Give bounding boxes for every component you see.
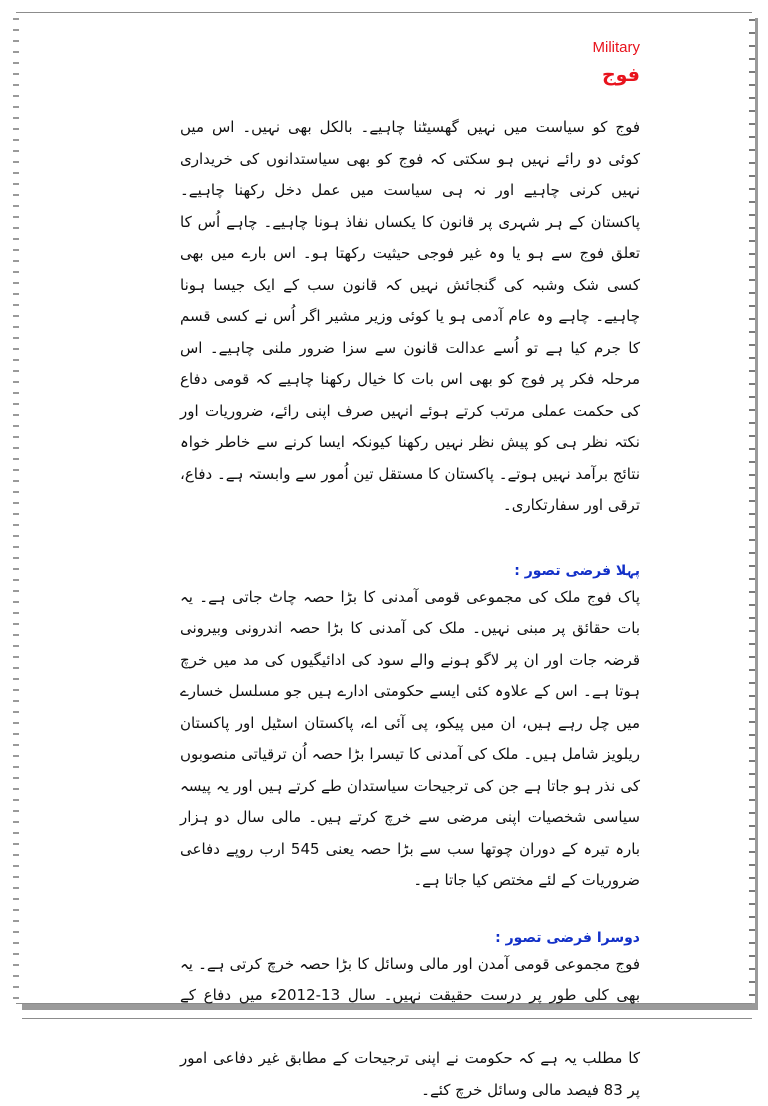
next-page-edge — [22, 1018, 752, 1039]
section-heading-second-assumption — [180, 927, 640, 949]
intro-paragraph: فوج کو سیاست میں نہیں گھسیٹنا چاہیے۔ بالکل بھی نہیں۔ اس میں کوئی دو رائے نہیں ہو سکتی کہ فوج کو بھی سیاستدانوں کی خریداری نہیں کرنی چاہیے اور نہ ہی سیاست میں عمل دخل رکھنا چاہیے۔ پاکستان کے ہر شہری پر قانون کا یکساں نفاذ ہونا چاہیے۔ چاہے اُس کا تعلق فوج سے ہو یا وہ غیر فوجی حیثیت رکھتا ہو۔ اس بارے میں بھی کسی شک وشبہ کی گنجائش نہیں کہ قانون سب کے ایک جیسا ہونا چاہیے۔ چاہے وہ عام آدمی ہو یا کوئی وزیر مشیر اگر اُس نے کسی قسم کا جرم کیا ہے تو اُسے عدالت قانون سے سزا ضرور ملنی چاہیے۔ اس مرحلہ فکر پر فوج کو بھی اس بات کا خیال رکھنا چاہیے کہ قومی دفاع کی حکمت عملی مرتب کرتے ہوئے انہیں صرف اپنی رائے، ضروریات اور نکتہ نظر ہی کو پیش نظر نہیں رکھنا کیونکہ ایسا کرنے سے خاطر خواہ نتائج برآمد نہیں ہوتے۔ پاکستان کا مستقل تین اُمور سے وابستہ ہے۔ دفاع، ترقی اور سفارتکاری۔ — [180, 112, 640, 522]
section-heading-text: دوسرا فرضی تصور — [506, 930, 640, 946]
title-urdu: فوج — [180, 62, 640, 88]
title-english: Military — [180, 38, 640, 58]
section-heading-colon: : — [514, 563, 520, 579]
section-heading-text: پہلا فرضی تصور — [525, 563, 640, 579]
section-heading-colon: : — [495, 930, 501, 946]
section-heading-first-assumption — [180, 560, 640, 582]
article — [180, 38, 640, 1106]
section-paragraph-first-assumption: پاک فوج ملک کی مجموعی قومی آمدنی کا بڑا حصہ چاٹ جاتی ہے۔ یہ بات حقائق پر مبنی نہیں۔ ملک کی آمدنی کا بڑا حصہ اندرونی وبیرونی قرضہ جات اور ان پر لاگو ہونے والے سود کی ادائیگیوں کی مد میں خرچ ہوتا ہے۔ اس کے علاوہ کئی ایسے حکومتی ادارے ہیں جو مسلسل خسارے میں چل رہے ہیں، ان میں پیکو، پی آئی اے، پاکستان اسٹیل اور پاکستان ریلویز شامل ہیں۔ ملک کی آمدنی کا تیسرا بڑا حصہ اُن ترقیاتی منصوبوں کی نذر ہو جاتا ہے جن کی ترجیحات سیاستدان طے کرتے ہیں اور یہ پیسہ سیاسی شخصیات اپنی مرضی سے خرچ کرتے ہیں۔ مالی سال دو ہزار بارہ تیرہ کے دوران چوتھا سب سے بڑا حصہ یعنی 545 ارب روپے دفاعی ضروریات کے لئے مختص کیا جاتا ہے۔ — [180, 582, 640, 897]
section-paragraph-second-assumption: فوج مجموعی قومی آمدن اور مالی وسائل کا بڑا حصہ خرچ کرتی ہے۔ یہ بھی کلی طور پر درست حقیقت نہیں۔ سال 13-2012ء میں دفاع کے کا مطلب یہ ہے کہ حکومت نے اپنی ترجیحات کے مطابق غیر دفاعی امور پر 83 فیصد مالی وسائل خرچ کئے۔ — [180, 949, 640, 1106]
